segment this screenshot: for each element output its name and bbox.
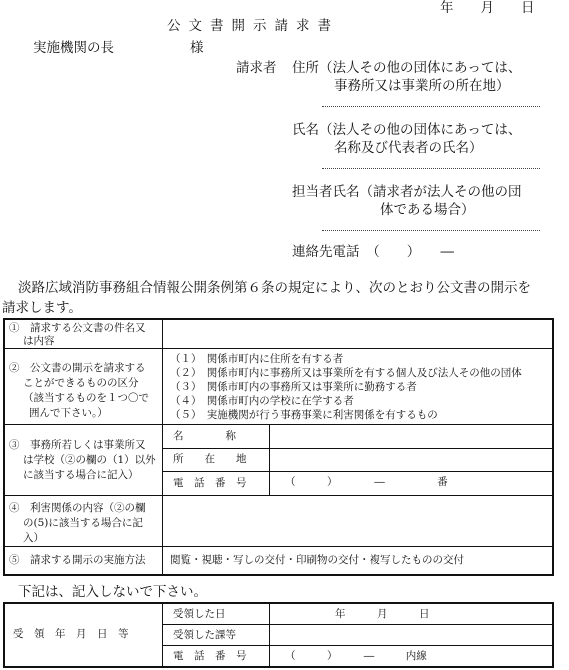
name-label: 氏名（法人その他の団体にあっては、 — [292, 122, 522, 138]
requester-label: 請求者 — [236, 60, 277, 76]
received-section-label: 受領した課等 — [173, 629, 236, 641]
contact-person-label: 担当者氏名（請求者が法人その他の団 — [292, 184, 522, 200]
received-section-input[interactable] — [273, 626, 550, 644]
office-phone-value[interactable]: （ ） ― 内線 — [285, 650, 427, 662]
row5-value[interactable]: 閲覧・視聴・写しの交付・印刷物の交付・複写したものの交付 — [170, 554, 464, 566]
row4-input[interactable] — [165, 498, 550, 544]
received-date-label: 受領した日 — [173, 608, 226, 620]
row2-option-4[interactable]: （４） 関係市町内の学校に在学する者 — [170, 395, 354, 407]
date-line: 年 月 日 — [440, 0, 535, 16]
address-label: 住所（法人その他の団体にあっては、 — [292, 60, 522, 76]
address-label-2: 事務所又は事業所の所在地） — [334, 78, 510, 94]
addressee-honorific: 様 — [190, 40, 204, 56]
row2-label-2: ことができるものの区分 — [23, 377, 139, 389]
row2-option-1[interactable]: （１） 関係市町内に住所を有する者 — [170, 353, 344, 365]
row2-label-3: （該当するものを１つ〇で — [23, 392, 149, 404]
intro-line-2: 請求します。 — [2, 300, 82, 316]
name-label-2: 名称及び代表者の氏名） — [334, 140, 483, 156]
row3-sub-address: 所 在 地 — [173, 453, 247, 465]
request-table — [3, 318, 554, 576]
contact-person-label-2: 体である場合） — [380, 202, 475, 218]
row3-label-1: ③ 事務所若しくは事業所又 — [9, 439, 146, 451]
receipt-label: 受 領 年 月 日 等 — [13, 628, 129, 640]
row3-label-3: に該当する場合に記入） — [23, 469, 139, 481]
addressee: 実施機関の長 — [33, 40, 114, 56]
row1-input[interactable] — [165, 322, 550, 346]
office-use-table — [3, 602, 554, 668]
row4-label-2: の(5)に該当する場合に記 — [23, 517, 143, 529]
note: 下記は、記入しないで下さい。 — [18, 584, 207, 600]
row2-label-4: 囲んで下さい。） — [29, 407, 108, 419]
row3-phone-value[interactable]: （ ） ― 番 — [285, 476, 448, 488]
row3-sub-phone: 電 話 番 号 — [173, 477, 247, 489]
row5-label: ⑤ 請求する開示の実施方法 — [9, 554, 146, 566]
row2-label-1: ② 公文書の開示を請求する — [9, 362, 146, 374]
row2-option-5[interactable]: （５） 実施機関が行う事務事業に利害関係を有するもの — [170, 409, 438, 421]
contact-person-line[interactable] — [322, 230, 540, 231]
row3-name-input[interactable] — [273, 426, 550, 446]
form-title: 公文書開示請求書 — [167, 18, 339, 34]
row3-sub-name: 名 称 — [173, 430, 236, 442]
name-line[interactable] — [322, 168, 540, 169]
phone-label: 連絡先電話 （ ） ― — [292, 244, 454, 260]
row1-label-1: ① 請求する公文書の件名又 — [9, 322, 146, 334]
intro-line-1: 淡路広域消防事務組合情報公開条例第６条の規定により、次のとおり公文書の開示を — [18, 280, 531, 296]
row2-option-3[interactable]: （３） 関係市町内の事務所又は事業所に勤務する者 — [170, 381, 417, 393]
received-date-value[interactable]: 年 月 日 — [335, 608, 430, 620]
address-line[interactable] — [322, 106, 540, 107]
row3-label-2: は学校（②の欄の（1）以外 — [23, 454, 156, 466]
row4-label-1: ④ 利害関係の内容（②の欄 — [9, 502, 146, 514]
row3-address-input[interactable] — [273, 450, 550, 470]
row4-label-3: 入） — [23, 532, 44, 544]
row2-option-2[interactable]: （２） 関係市町内に事務所又は事業所を有する個人及び法人その他の団体 — [170, 367, 522, 379]
row1-label-2: は内容 — [23, 335, 55, 347]
office-phone-label: 電 話 番 号 — [173, 650, 247, 662]
